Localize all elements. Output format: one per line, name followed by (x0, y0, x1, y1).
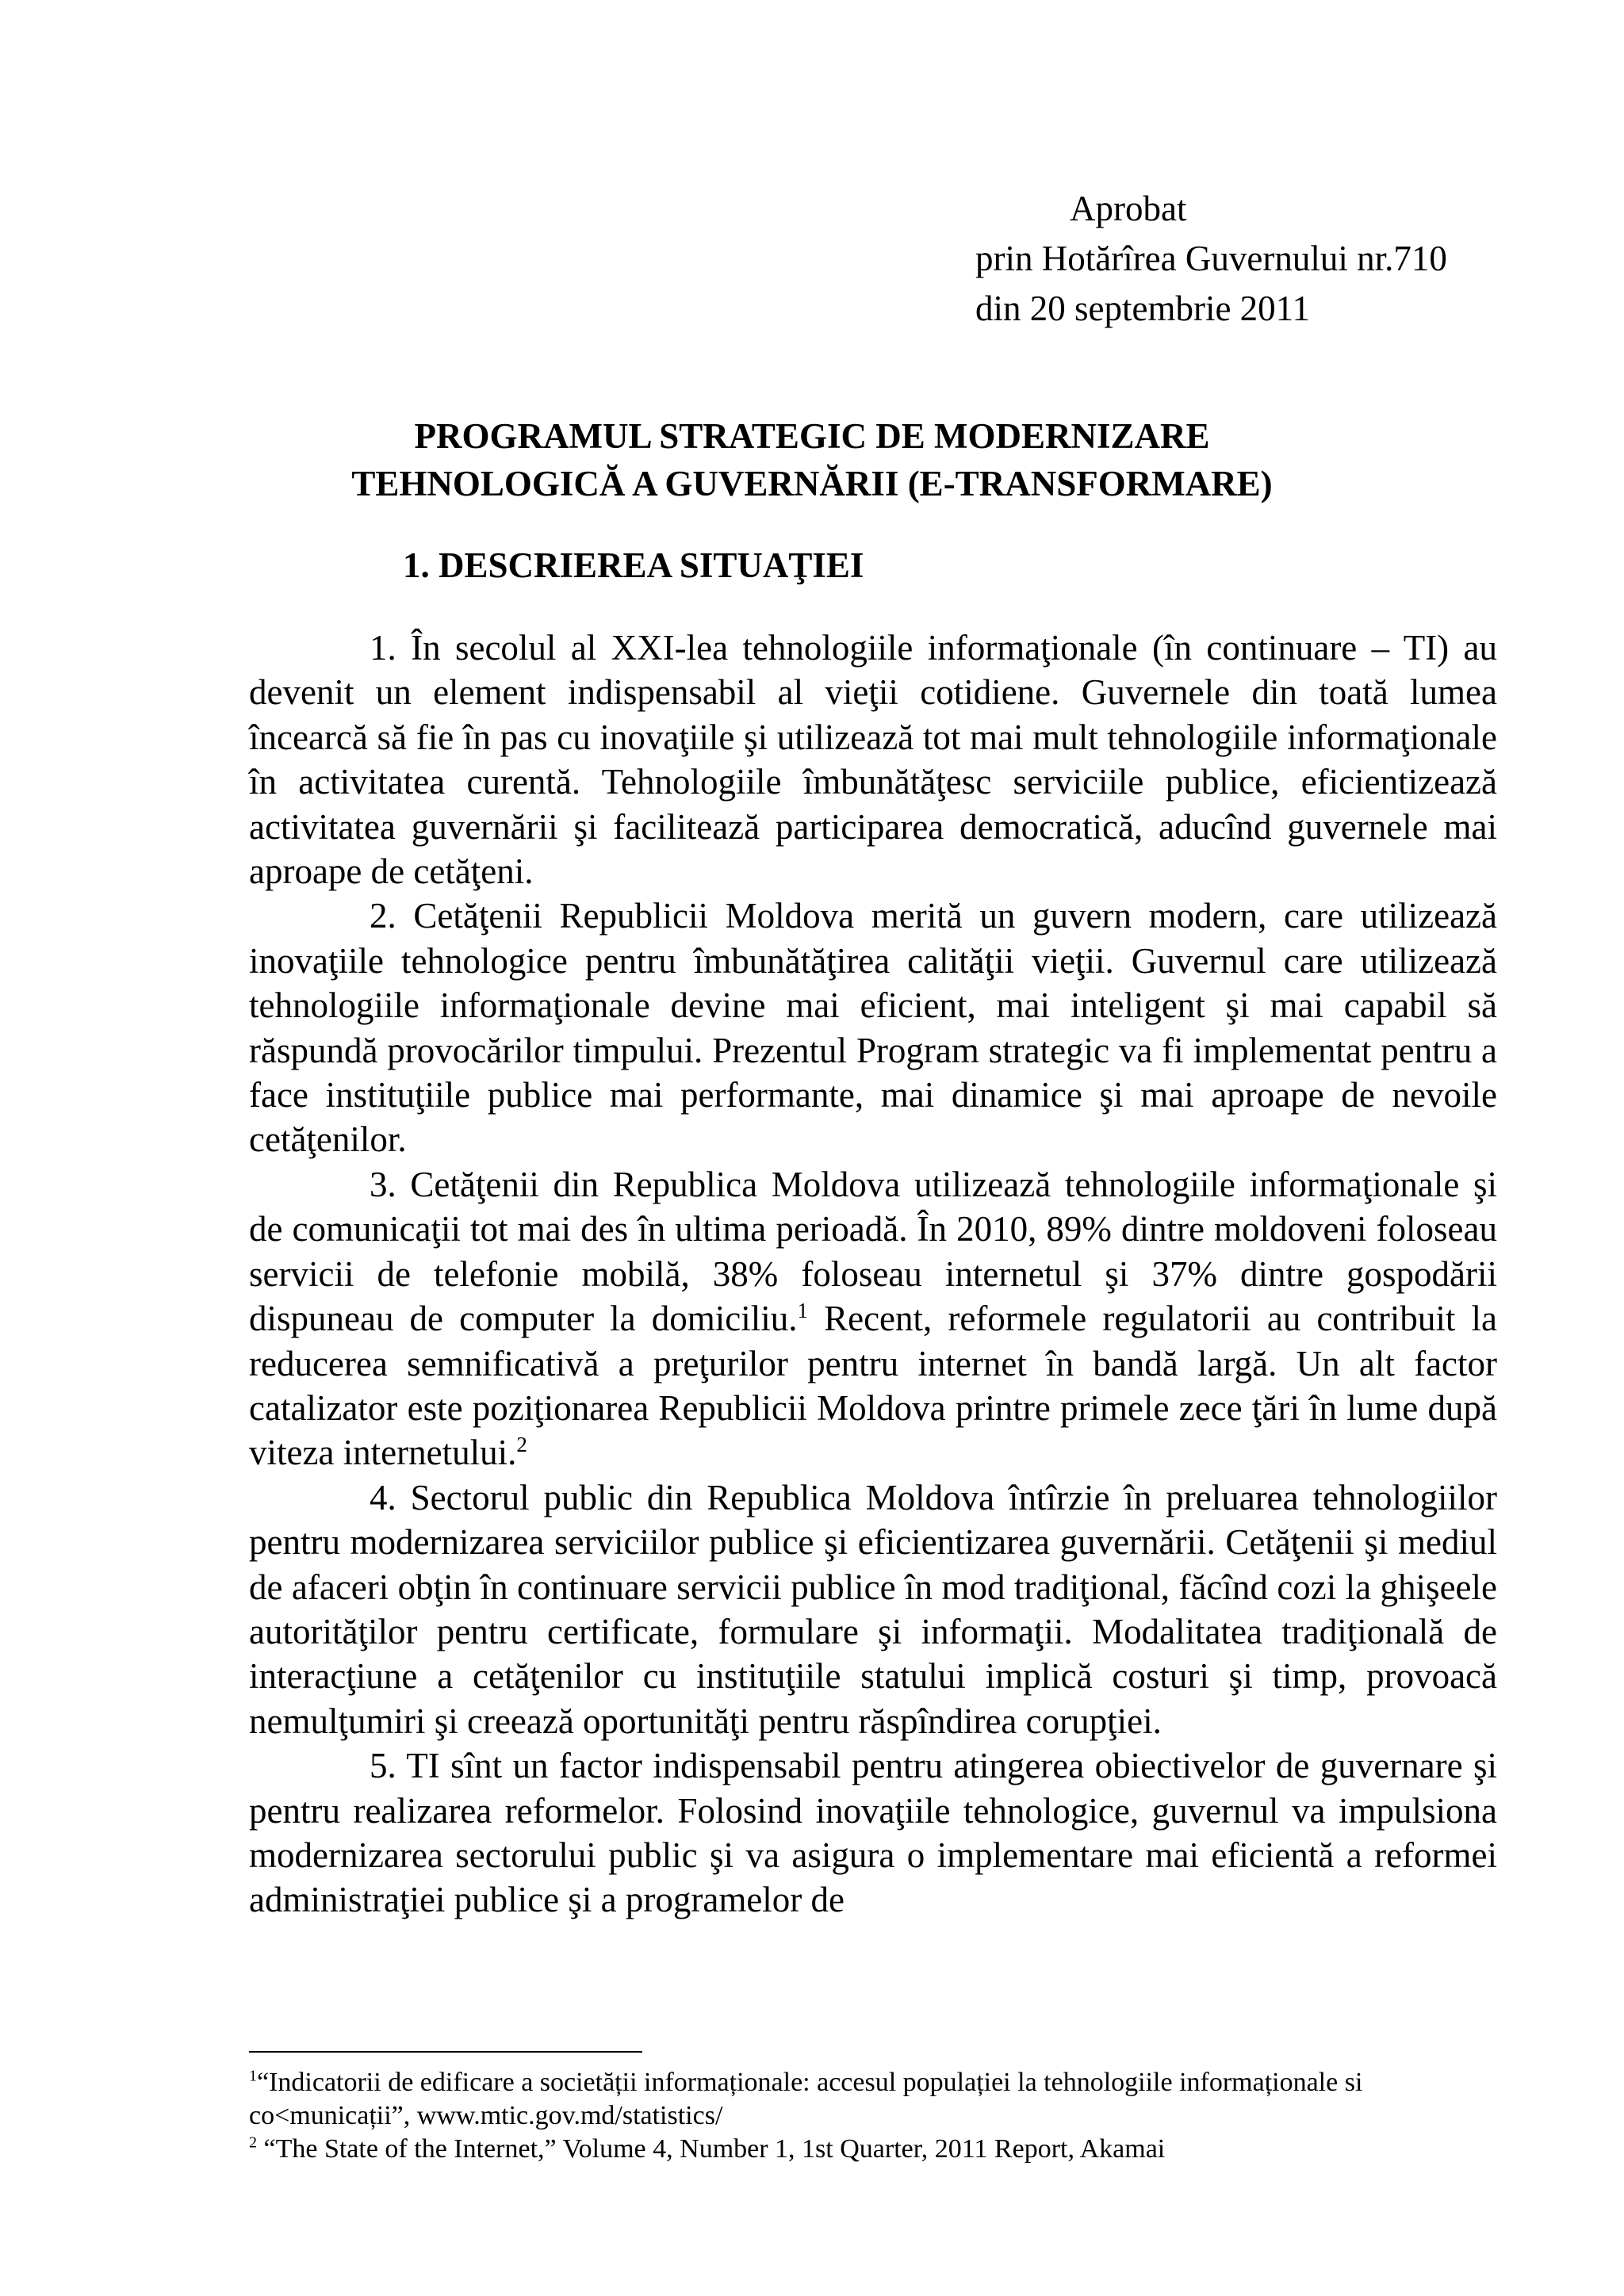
footnote-2-mark: 2 (249, 2133, 257, 2152)
document-body (249, 626, 1497, 1923)
document-title (0, 412, 1624, 507)
footnote-ref-2: 2 (516, 1433, 527, 1457)
approval-line-2: prin Hotărîrea Guvernului nr.710 (975, 239, 1447, 278)
footnote-2-text: “The State of the Internet,” Volume 4, Number 1, 1st Quarter, 2011 Report, Akamai (257, 2134, 1166, 2164)
footnote-1-text: “Indicatorii de edificare a societății informaționale: accesul populației la tehnologiile informaționale si co<municații”, www.mtic.gov.md/statistics/ (249, 2068, 1363, 2130)
footnote-1 (249, 2066, 1497, 2133)
title-line-1: PROGRAMUL STRATEGIC DE MODERNIZARE (414, 416, 1210, 456)
paragraph-1: 1. În secolul al XXI-lea tehnologiile informaţionale (în continuare – TI) au devenit un element indispensabil al vieţii cotidiene. Guvernele din toată lumea încearcă să fie în pas cu inovaţiile şi utilizează tot mai mult tehnologiile informaţionale în activitatea curentă. Tehnologiile îmbunătăţesc serviciile publice, eficientizează activitatea guvernării şi facilitează participarea democratică, aducînd guvernele mai aproape de cetăţeni. (249, 628, 1497, 892)
paragraph-3 (249, 1162, 1497, 1475)
footnote-separator (249, 2051, 642, 2053)
footnote-2 (249, 2133, 1497, 2166)
paragraph-2: 2. Cetăţenii Republicii Moldova merită un guvern modern, care utilizează inovaţiile tehnologice pentru îmbunătăţirea calităţii vieţii. Guvernul care utilizează tehnologiile informaţionale devine mai eficient, mai inteligent şi mai capabil să răspundă provocărilor timpului. Prezentul Program strategic va fi implementat pentru a face instituţiile publice mai performante, mai dinamice şi mai aproape de nevoile cetăţenilor. (249, 896, 1497, 1160)
paragraph-3-text-a: 3. Cetăţenii din Republica Moldova utilizează tehnologiile informaţionale şi de comunicaţii tot mai des în ultima perioadă. În 2010, 89% dintre moldoveni foloseau servicii de telefonie mobilă, 38% foloseau internetul şi 37% dintre gospodării dispuneau de computer la domiciliu. (249, 1164, 1497, 1339)
approval-line-3: din 20 septembrie 2011 (975, 289, 1311, 328)
paragraph-4: 4. Sectorul public din Republica Moldova întîrzie în preluarea tehnologiilor pentru modernizarea serviciilor publice şi eficientizarea guvernării. Cetăţenii şi mediul de afaceri obţin în continuare servicii publice în mod tradiţional, făcînd cozi la ghişeele autorităţilor pentru certificate, formulare şi informaţii. Modalitatea tradiţională de interacţiune a cetăţenilor cu instituţiile statului implică costuri şi timp, provoacă nemulţumiri şi creează oportunităţi pentru răspîndirea corupţiei. (249, 1477, 1497, 1741)
footnotes (249, 2066, 1497, 2166)
approval-line-1: Aprobat (1070, 189, 1187, 228)
approval-stamp (975, 184, 1447, 334)
footnote-ref-1: 1 (797, 1299, 808, 1323)
footnote-1-mark: 1 (249, 2067, 257, 2085)
title-line-2: TEHNOLOGICĂ A GUVERNĂRII (E-TRANSFORMARE) (351, 464, 1273, 503)
section-heading: 1. DESCRIEREA SITUAŢIEI (403, 545, 864, 585)
paragraph-3-text-b: Recent, reformele regulatorii au contribuit la reducerea semnificativă a preţurilor pentru internet în bandă largă. Un alt factor catalizator este poziţionarea Republicii Moldova printre primele zece ţări în lume după viteza internetului. (249, 1299, 1497, 1473)
paragraph-5: 5. TI sînt un factor indispensabil pentru atingerea obiectivelor de guvernare şi pentru realizarea reformelor. Folosind inovaţiile tehnologice, guvernul va impulsiona modernizarea sectorului public şi va asigura o implementare mai eficientă a reformei administraţiei publice şi a programelor de (249, 1746, 1497, 1920)
